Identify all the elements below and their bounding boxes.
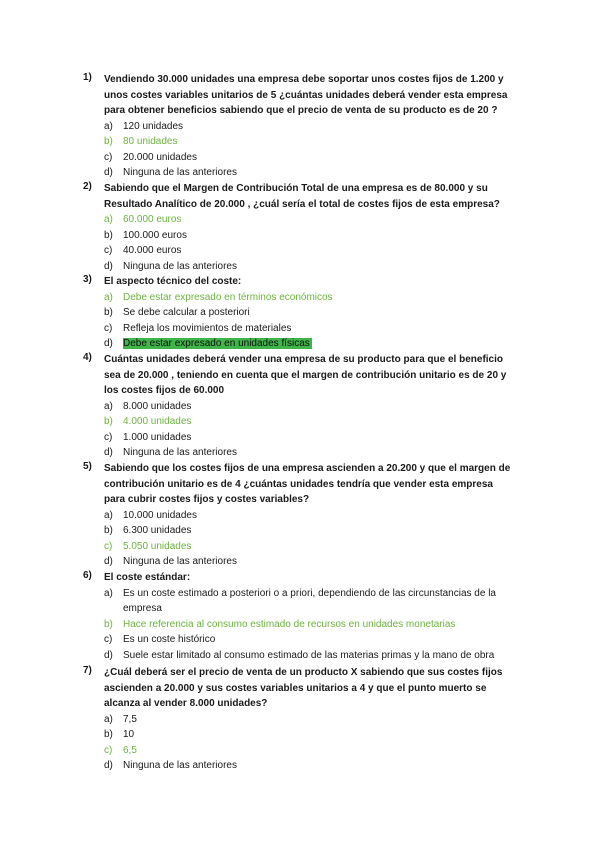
- option-b: b) 100.000 euros: [104, 229, 187, 241]
- question-text: Sabiendo que los costes fijos de una empresa ascienden a 20.200 y que el margen de contribución unitario es de 4 ¿cuántas unidades tendría que vender esta empresa para cubrir costes fijos y costes variables?: [104, 463, 511, 505]
- option-c: c) 1.000 unidades: [104, 431, 192, 443]
- question-text: El aspecto técnico del coste:: [104, 276, 242, 287]
- option-b: b) 10: [104, 729, 135, 740]
- option-c: c) 20.000 unidades: [104, 151, 197, 163]
- option-d: d) Suele estar limitado al consumo estimado de las materias primas y la mano de obra: [104, 649, 495, 661]
- question-6: [83, 570, 513, 663]
- option-c: c) Es un coste histórico: [104, 634, 216, 645]
- option-c: c) Refleja los movimientos de materiales: [104, 322, 292, 334]
- option-b-correct: b) 80 unidades: [104, 136, 178, 147]
- option-a: a) 10.000 unidades: [104, 509, 197, 521]
- option-d: d) Ninguna de las anteriores: [104, 260, 237, 272]
- option-d-highlighted: d) Debe estar expresado en unidades físicas: [104, 338, 310, 349]
- question-5: [83, 461, 513, 570]
- option-b-correct: b) Hace referencia al consumo estimado de recursos en unidades monetarias: [104, 618, 456, 630]
- option-c-correct: c) 6,5: [104, 744, 137, 756]
- option-d: d) Ninguna de las anteriores: [104, 447, 237, 458]
- question-number: 5): [83, 461, 92, 472]
- option-a: a) Es un coste estimado a posteriori o a priori, dependiendo de las circunstancias de la empresa: [104, 587, 496, 614]
- question-2: [83, 181, 513, 274]
- option-b-correct: b) 4.000 unidades: [104, 416, 192, 427]
- question-text: Cuántas unidades deberá vender una empresa de su producto para que el beneficio sea de 20.000 , teniendo en cuenta que el margen de contribución unitario es de 20 y los costes fijos de 60.000: [104, 354, 507, 396]
- question-number: 3): [83, 274, 92, 285]
- option-c-correct: c) 5.050 unidades: [104, 540, 192, 552]
- question-number: 2): [83, 181, 92, 192]
- option-a-correct: a) Debe estar expresado en términos económicos: [104, 291, 333, 303]
- question-number: 1): [83, 72, 92, 83]
- question-text: ¿Cuál deberá ser el precio de venta de un producto X sabiendo que sus costes fijos ascienden a 20.000 y sus costes variables unitarios a 4 y que el punto muerto se alcanza al vender 8.000 unidades?: [104, 667, 503, 709]
- option-a: a) 8.000 unidades: [104, 400, 192, 412]
- option-d: d) Ninguna de las anteriores: [104, 760, 237, 771]
- question-number: 6): [83, 570, 92, 581]
- option-a: a) 7,5: [104, 713, 137, 725]
- option-b: b) 6.300 unidades: [104, 525, 192, 536]
- question-text: El coste estándar:: [104, 572, 191, 583]
- option-a: a) 120 unidades: [104, 120, 184, 132]
- question-4: [83, 352, 513, 461]
- question-text: Sabiendo que el Margen de Contribución Total de una empresa es de 80.000 y su Resultado Analítico de 20.000 , ¿cuál sería el total de costes fijos de esta empresa?: [104, 183, 500, 210]
- option-d: d) Ninguna de las anteriores: [104, 167, 237, 178]
- question-3: [83, 274, 513, 352]
- question-1: [83, 72, 513, 181]
- option-d: d) Ninguna de las anteriores: [104, 556, 237, 567]
- option-b: b) Se debe calcular a posteriori: [104, 307, 250, 318]
- question-7: [83, 665, 513, 774]
- option-c: c) 40.000 euros: [104, 245, 182, 256]
- question-number: 7): [83, 665, 92, 676]
- question-number: 4): [83, 352, 92, 363]
- question-text: Vendiendo 30.000 unidades una empresa debe soportar unos costes fijos de 1.200 y unos costes variables unitarios de 5 ¿cuántas unidades deberá vender esta empresa para obtener beneficios sabiendo que el precio de venta de su producto es de 20 ?: [104, 74, 508, 116]
- option-a-correct: a) 60.000 euros: [104, 214, 182, 225]
